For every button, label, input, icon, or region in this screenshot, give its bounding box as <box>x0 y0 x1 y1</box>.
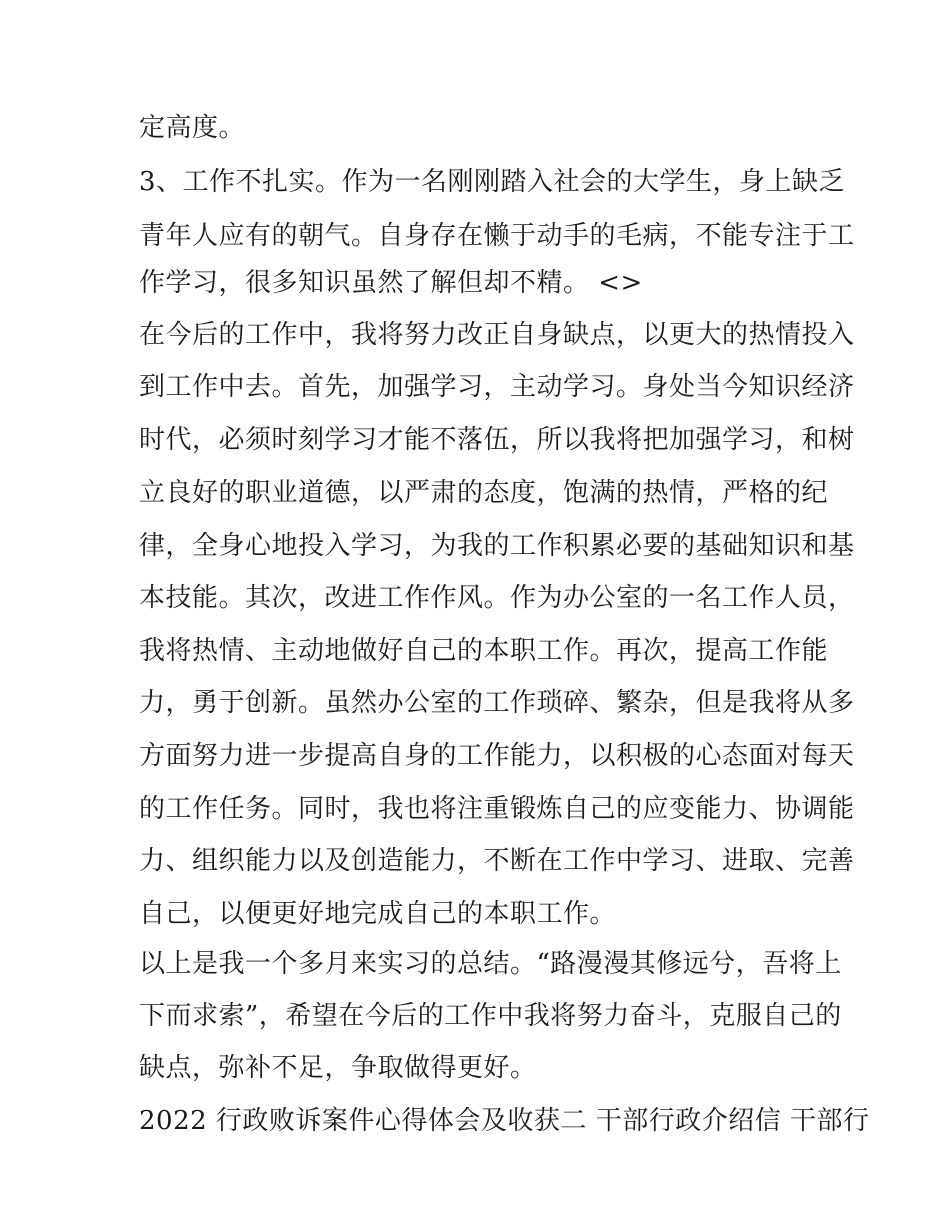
text-line: 3、工作不扎实。作为一名刚刚踏入社会的大学生，身上缺乏 <box>139 167 846 197</box>
text-line: 以上是我一个多月来实习的总结。“路漫漫其修远兮，吾将上 <box>139 949 842 979</box>
text-line: 青年人应有的朝气。自身存在懒于动手的毛病，不能专注于工 <box>139 221 855 251</box>
text-line: 作学习，很多知识虽然了解但却不精。 <> <box>139 268 643 298</box>
text-line: 的工作任务。同时，我也将注重锻炼自己的应变能力、协调能 <box>139 794 855 824</box>
text-line: 方面努力进一步提高自身的工作能力，以积极的心态面对每天 <box>139 741 855 771</box>
text-line: 我将热情、主动地做好自己的本职工作。再次，提高工作能 <box>139 636 829 666</box>
text-line: 缺点，弥补不足，争取做得更好。 <box>139 1053 537 1083</box>
text-line: 本技能。其次，改进工作作风。作为办公室的一名工作人员， <box>139 583 855 613</box>
text-line: 律，全身心地投入学习，为我的工作积累必要的基础知识和基 <box>139 531 855 561</box>
text-line: 2022 行政败诉案件心得体会及收获二 干部行政介绍信 干部行 <box>139 1106 870 1136</box>
text-line: 立良好的职业道德，以严肃的态度，饱满的热情，严格的纪 <box>139 478 829 508</box>
text-line: 力、组织能力以及创造能力，不断在工作中学习、进取、完善 <box>139 846 855 876</box>
text-line: 下而求索”，希望在今后的工作中我将努力奋斗，克服自己的 <box>139 1001 842 1031</box>
text-line: 力，勇于创新。虽然办公室的工作琐碎、繁杂，但是我将从多 <box>139 688 855 718</box>
text-line: 在今后的工作中，我将努力改正自身缺点，以更大的热情投入 <box>139 320 855 350</box>
text-line: 到工作中去。首先，加强学习，主动学习。身处当今知识经济 <box>139 372 855 402</box>
text-line: 自己，以便更好地完成自己的本职工作。 <box>139 899 617 929</box>
text-line: 定高度。 <box>139 113 246 143</box>
text-line: 时代，必须时刻学习才能不落伍，所以我将把加强学习，和树 <box>139 425 855 455</box>
